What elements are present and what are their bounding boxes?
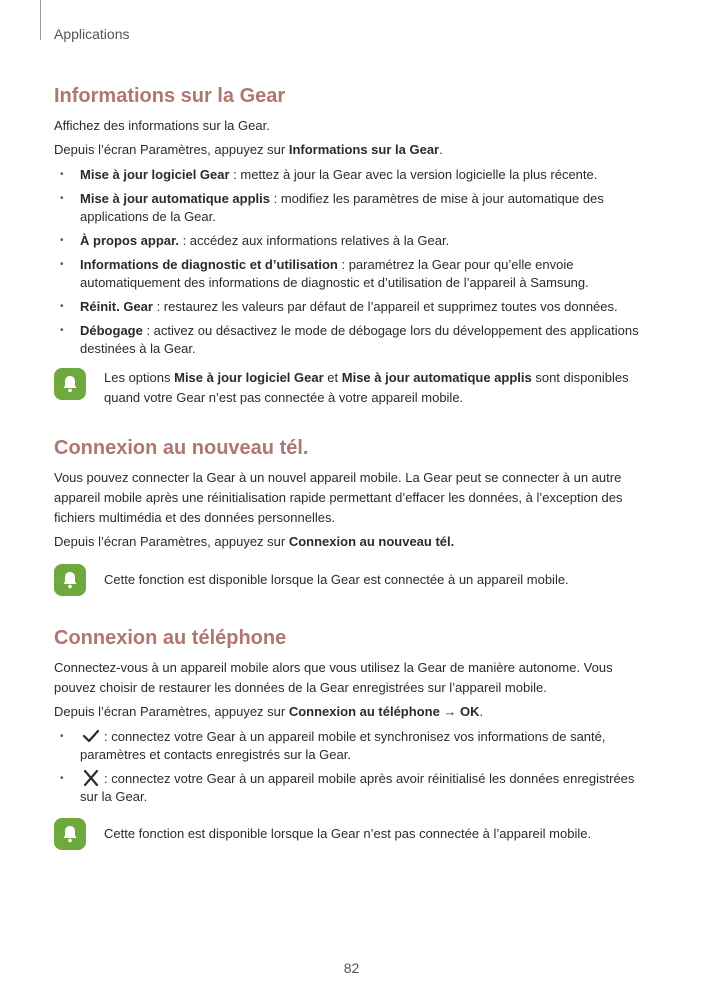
path-text: Depuis l’écran Paramètres, appuyez sur Connexion au nouveau tél. [54, 534, 455, 549]
note-box [54, 368, 644, 408]
option-list [54, 728, 644, 806]
checkmark-icon [82, 728, 100, 744]
section-title: Informations sur la Gear [54, 85, 286, 107]
list-item: • : connectez votre Gear à un appareil mobile et synchronisez vos informations de santé, paramètres et contacts enregistrés sur la Gear. [54, 728, 644, 764]
header-rule [40, 0, 41, 40]
cross-icon [82, 770, 100, 786]
section-title: Connexion au téléphone [54, 627, 287, 649]
note-text: Cette fonction est disponible lorsque la Gear n’est pas connectée à l’appareil mobile. [104, 826, 592, 841]
intro-text: Vous pouvez connecter la Gear à un nouvel appareil mobile. La Gear peut se connecter à un autre appareil mobile après une réinitialisation rapide permettant d’effacer les données, à l’exception des fichiers multimédia et des données personnelles. [54, 470, 623, 525]
section-new-phone [54, 436, 644, 598]
page-content [54, 84, 644, 852]
path-text: Depuis l’écran Paramètres, appuyez sur Informations sur la Gear. [54, 142, 443, 157]
note-text: Les options Mise à jour logiciel Gear et Mise à jour automatique applis sont disponibles quand votre Gear n’est pas connectée à votre appareil mobile. [104, 370, 629, 405]
list-item: • Réinit. Gear : restaurez les valeurs par défaut de l’appareil et supprimez toutes vos données. [54, 298, 644, 316]
section-header: Applications [54, 26, 130, 42]
option-list [54, 166, 644, 358]
page-number: 82 [343, 960, 360, 976]
list-item: • Informations de diagnostic et d’utilisation : paramétrez la Gear pour qu’elle envoie automatiquement des informations de diagnostic et d’utilisation de l’appareil à Samsung. [54, 256, 644, 292]
bell-icon [54, 818, 86, 850]
intro-text: Affichez des informations sur la Gear. [54, 118, 270, 133]
intro-text: Connectez-vous à un appareil mobile alors que vous utilisez la Gear de manière autonome. Vous pouvez choisir de restaurer les données de la Gear enregistrées sur l’appareil mobile. [54, 660, 613, 695]
list-item: • Débogage : activez ou désactivez le mode de débogage lors du développement des applications destinées à la Gear. [54, 322, 644, 358]
path-text: Depuis l’écran Paramètres, appuyez sur Connexion au téléphone → OK. [54, 704, 484, 719]
note-text: Cette fonction est disponible lorsque la Gear est connectée à un appareil mobile. [104, 572, 569, 587]
section-gear-info [54, 84, 644, 408]
bell-icon [54, 564, 86, 596]
list-item: • À propos appar. : accédez aux informations relatives à la Gear. [54, 232, 644, 250]
list-item: • : connectez votre Gear à un appareil mobile après avoir réinitialisé les données enregistrées sur la Gear. [54, 770, 644, 806]
section-title: Connexion au nouveau tél. [54, 437, 309, 459]
note-box [54, 564, 644, 598]
note-box [54, 818, 644, 852]
list-item: • Mise à jour automatique applis : modifiez les paramètres de mise à jour automatique des applications de la Gear. [54, 190, 644, 226]
section-phone-connection [54, 626, 644, 852]
list-item: • Mise à jour logiciel Gear : mettez à jour la Gear avec la version logicielle la plus récente. [54, 166, 644, 184]
bell-icon [54, 368, 86, 400]
